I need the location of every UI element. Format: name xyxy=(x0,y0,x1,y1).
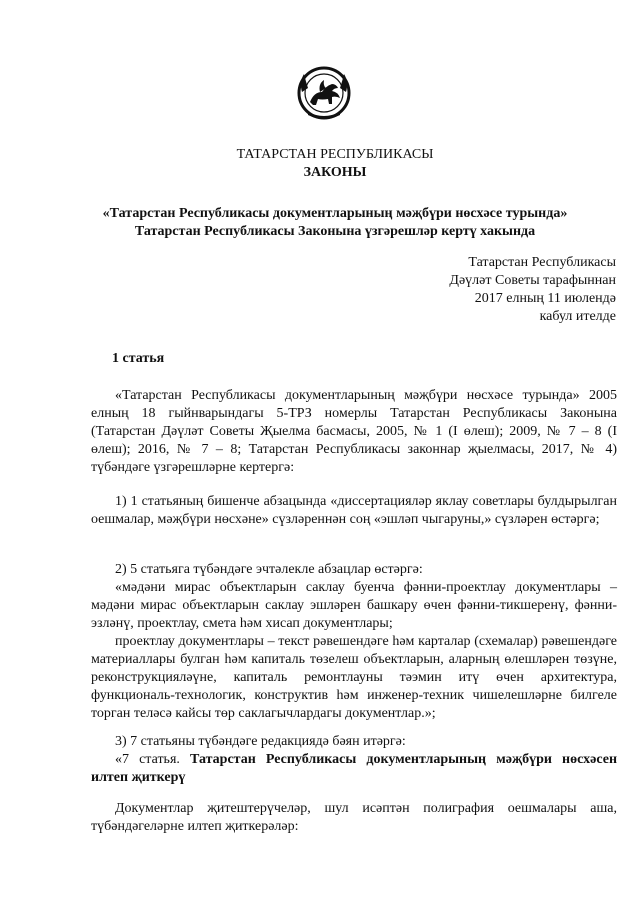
item-3-article-title xyxy=(91,751,617,787)
tatarstan-emblem-icon xyxy=(296,62,352,124)
item-1-text: 1) 1 статьяның бишенче абзацында «диссертацияләр яклау советлары булдырылган оешмалар, мәҗбүри нөсхәне» сүзләреннән соң «эшләп чыгаруны,» сүзләрен өстәргә; xyxy=(91,494,617,527)
item-2-text: 2) 5 статьяга түбәндәге эчтәлекле абзацлар өстәргә: xyxy=(115,562,423,577)
adoption-line-1: Татарстан Республикасы xyxy=(468,255,616,270)
article-7-body-text: Документлар җитештерүчеләр, шул исәптән полиграфия оешмалары аша, түбәндәгеләрне илтеп җиткерәләр: xyxy=(91,801,617,834)
article-intro xyxy=(91,387,617,477)
law-label: ЗАКОНЫ xyxy=(303,165,367,180)
item-3-prefix: «7 статья. xyxy=(115,752,180,767)
intro-paragraph: «Татарстан Республикасы документларының мәҗбүри нөсхәсе турында» 2005 елның 18 гыйнварындагы 5-ТРЗ номерлы Татарстан Республикасы Законына (Татарстан Дәүләт Советы Җыелма басмасы, 2005, № 1 (I өлеш); 2009, № 7 – 8 (I өлеш); 2016, № 7 – 8; Татарстан Республикасы законнар җыелмасы, 2017, № 4) түбәндәге үзгәрешләрне кертергә: xyxy=(91,388,617,475)
law-title-line-1: «Татарстан Республикасы документларының мәҗбүри нөсхәсе турында» xyxy=(102,206,568,221)
amendment-item-2 xyxy=(91,561,617,723)
item-2-quote-2: проектлау документлары – текст рәвешендәге һәм карталар (схемалар) рәвешендәге материаллары булган һәм капиталь төзелеш объектларын, аларның өлешләрен төзүне, реконструкцияләүне, капиталь ремонтлауны тәэмин итү өчен архитектура, функциональ-технологик, конструктив һәм инженер-техник чишелешләрне билгеле торган теләсә кайсы төр саклагычлардагы документлар.»; xyxy=(91,634,617,721)
article-7-body xyxy=(91,800,617,836)
article-heading: 1 статья xyxy=(112,351,165,366)
adoption-line-4: кабул ителде xyxy=(539,309,616,324)
law-title-line-2: Татарстан Республикасы Законына үзгәрешләр кертү хакында xyxy=(134,224,536,239)
adoption-line-3: 2017 елның 11 июлендә xyxy=(474,291,616,306)
republic-name: ТАТАРСТАН РЕСПУБЛИКАСЫ xyxy=(236,147,434,162)
amendment-item-3 xyxy=(91,733,617,787)
item-3-text: 3) 7 статьяны түбәндәге редакциядә бәян итәргә: xyxy=(115,734,406,749)
item-2-quote-1: «мәдәни мирас объектларын саклау буенча фәнни-проектлау документлары – мәдәни мирас объектларын саклау эшләрен башкару өчен фәнни-тикшеренү, фәнни-эзләнү, проектлау, смета һәм хисап документлары; xyxy=(91,580,617,631)
item-3-title: Татарстан Республикасы документларының мәҗбүри нөсхәсен илтеп җиткерү xyxy=(91,752,618,785)
adoption-line-2: Дәүләт Советы тарафыннан xyxy=(449,273,616,288)
amendment-item-1 xyxy=(91,493,617,529)
